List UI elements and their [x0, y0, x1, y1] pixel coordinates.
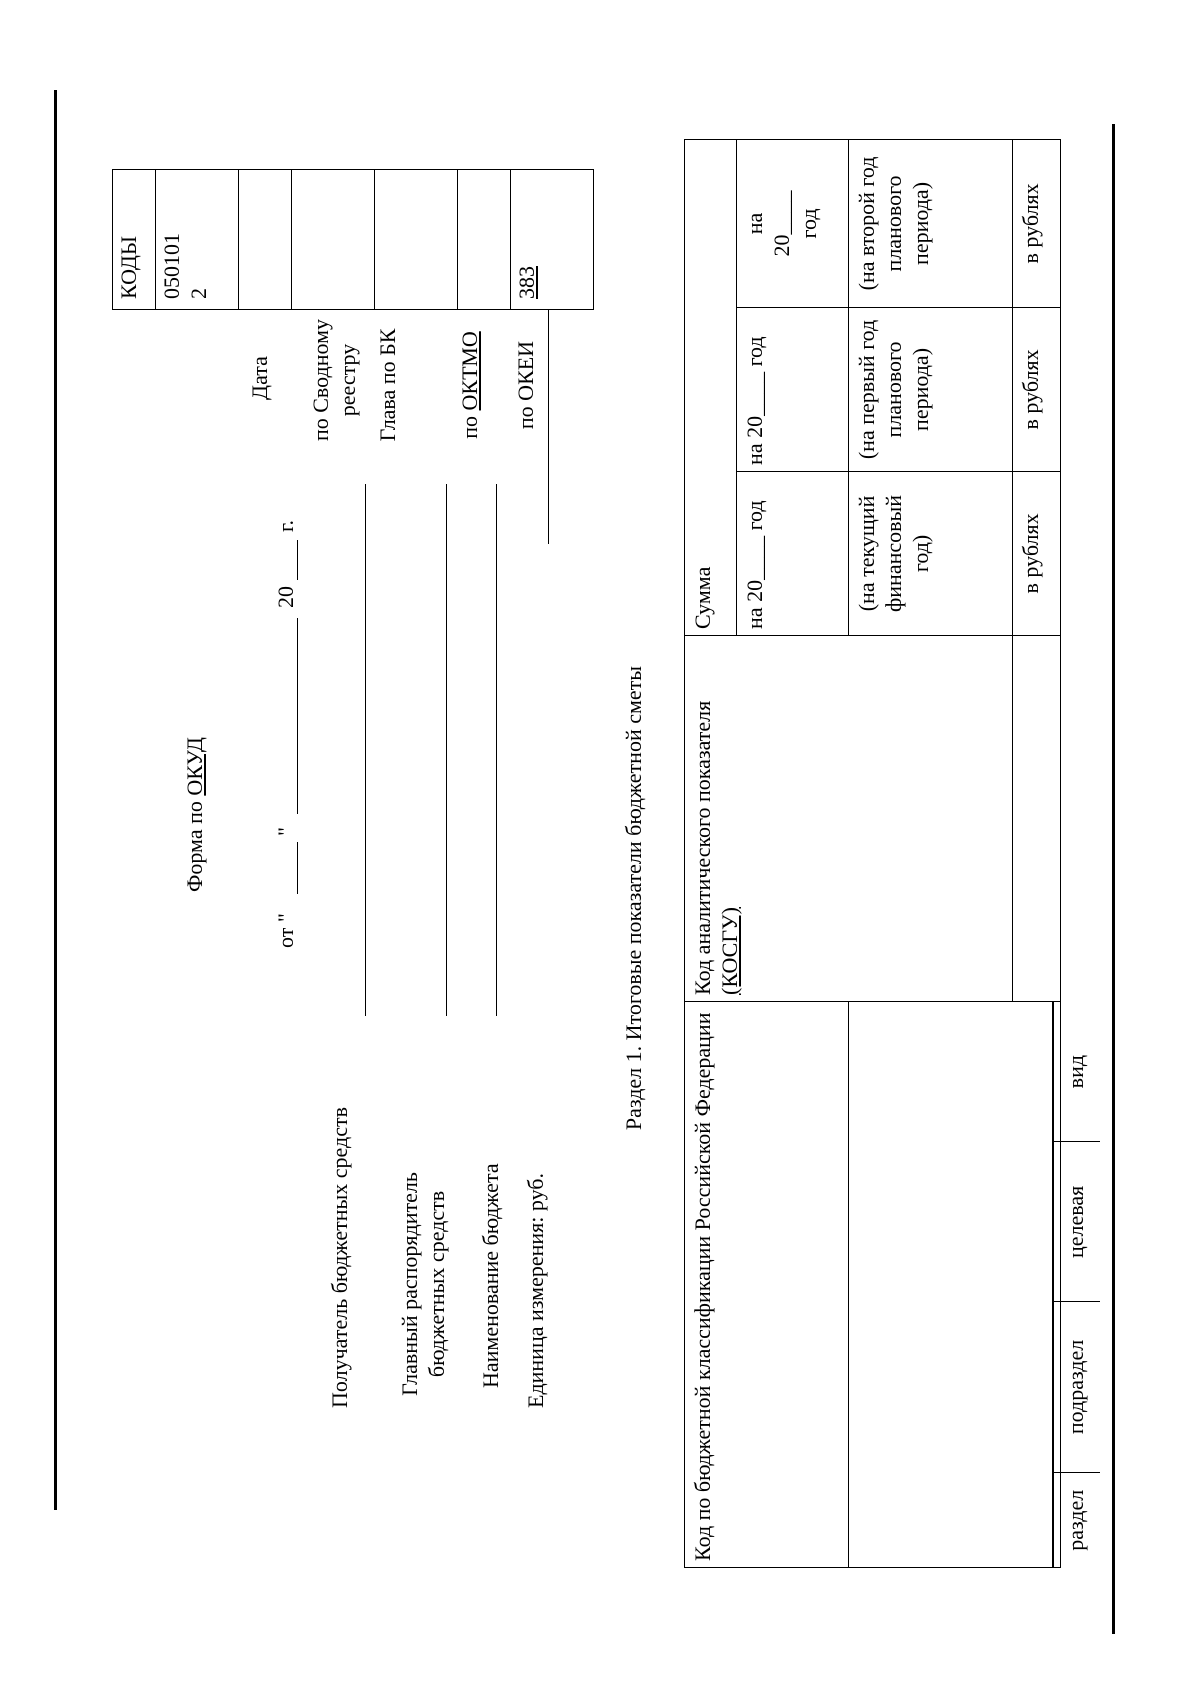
bk-subcols — [1052, 1002, 1100, 1568]
budget-line — [496, 484, 497, 1016]
manager-label: Главный распорядитель бюджетных средств — [397, 1172, 449, 1396]
form-okud-label: Форма по ОКУД — [182, 737, 207, 892]
date-line: от " — [273, 913, 298, 948]
year2-header: на 20____ год — [737, 307, 849, 471]
year3-currency: в рублях — [1013, 139, 1061, 307]
subcol-type: вид — [1063, 1054, 1088, 1089]
year2-currency: в рублях — [1013, 307, 1061, 471]
okud-link[interactable]: ОКУД — [182, 737, 207, 796]
section-title: Раздел 1. Итоговые показатели бюджетной сметы — [621, 665, 646, 1131]
unit-label: Единица измерения: руб. — [523, 1173, 548, 1408]
date-quote: " — [273, 827, 298, 836]
bk-code-header: Код по бюджетной классификации Российской Федерации — [685, 1001, 849, 1567]
recipient-line — [365, 484, 366, 1016]
budget-name-label: Наименование бюджета — [478, 1163, 503, 1388]
manager-line — [446, 484, 447, 1016]
registry-code-cell[interactable] — [292, 170, 375, 310]
form-code-cell[interactable]: 050101 2 — [156, 170, 239, 310]
budget-summary-table — [684, 139, 1061, 1568]
date-year: 20 — [273, 586, 298, 608]
codes-table — [112, 169, 594, 310]
year3-header: на 20____ год — [737, 139, 849, 307]
top-rule — [54, 90, 57, 1510]
subcols-top-rule — [1052, 1002, 1054, 1568]
subcol-subsection: подраздел — [1052, 1301, 1100, 1471]
bk-code-cell[interactable] — [375, 170, 458, 310]
year1-currency: в рублях — [1013, 471, 1061, 635]
oktmo-link[interactable]: ОКТМО — [457, 331, 482, 411]
date-month-blank — [297, 618, 298, 814]
date-label: Дата — [247, 356, 272, 400]
date-day-blank — [297, 842, 298, 894]
year3-note: (на второй год планового периода) — [849, 139, 1013, 307]
oktmo-label: по ОКТМО — [457, 331, 482, 439]
kosgu-header: Код аналитического показателя (КОСГУ) — [685, 635, 1013, 1001]
kosgu-link[interactable]: (КОСГУ) — [717, 907, 742, 995]
sum-header: Сумма — [685, 139, 737, 635]
codes-header: КОДЫ — [113, 170, 156, 310]
date-suffix: г. — [273, 519, 298, 532]
bk-code-subheader-area — [849, 1001, 1061, 1567]
kosgu-currency — [1013, 635, 1061, 1001]
okei-line — [548, 310, 549, 544]
recipient-label: Получатель бюджетных средств — [327, 1107, 352, 1408]
date-year-blank — [297, 540, 298, 580]
registry-label: по Сводному реестру — [308, 318, 360, 442]
oktmo-code-cell[interactable] — [458, 170, 511, 310]
year2-note: (на первый год планового периода) — [849, 307, 1013, 471]
okei-code-cell[interactable]: 383 — [511, 170, 594, 310]
subcol-section: раздел — [1052, 1472, 1100, 1568]
year1-header: на 20____ год — [737, 471, 849, 635]
year1-note: (на текущий финансовый год) — [849, 471, 1013, 635]
okei-label: по ОКЕИ — [513, 340, 538, 430]
subcol-target: целевая — [1052, 1141, 1100, 1301]
bottom-rule — [1112, 124, 1115, 1634]
date-code-cell[interactable] — [239, 170, 292, 310]
bk-head-label: Глава по БК — [375, 328, 400, 442]
